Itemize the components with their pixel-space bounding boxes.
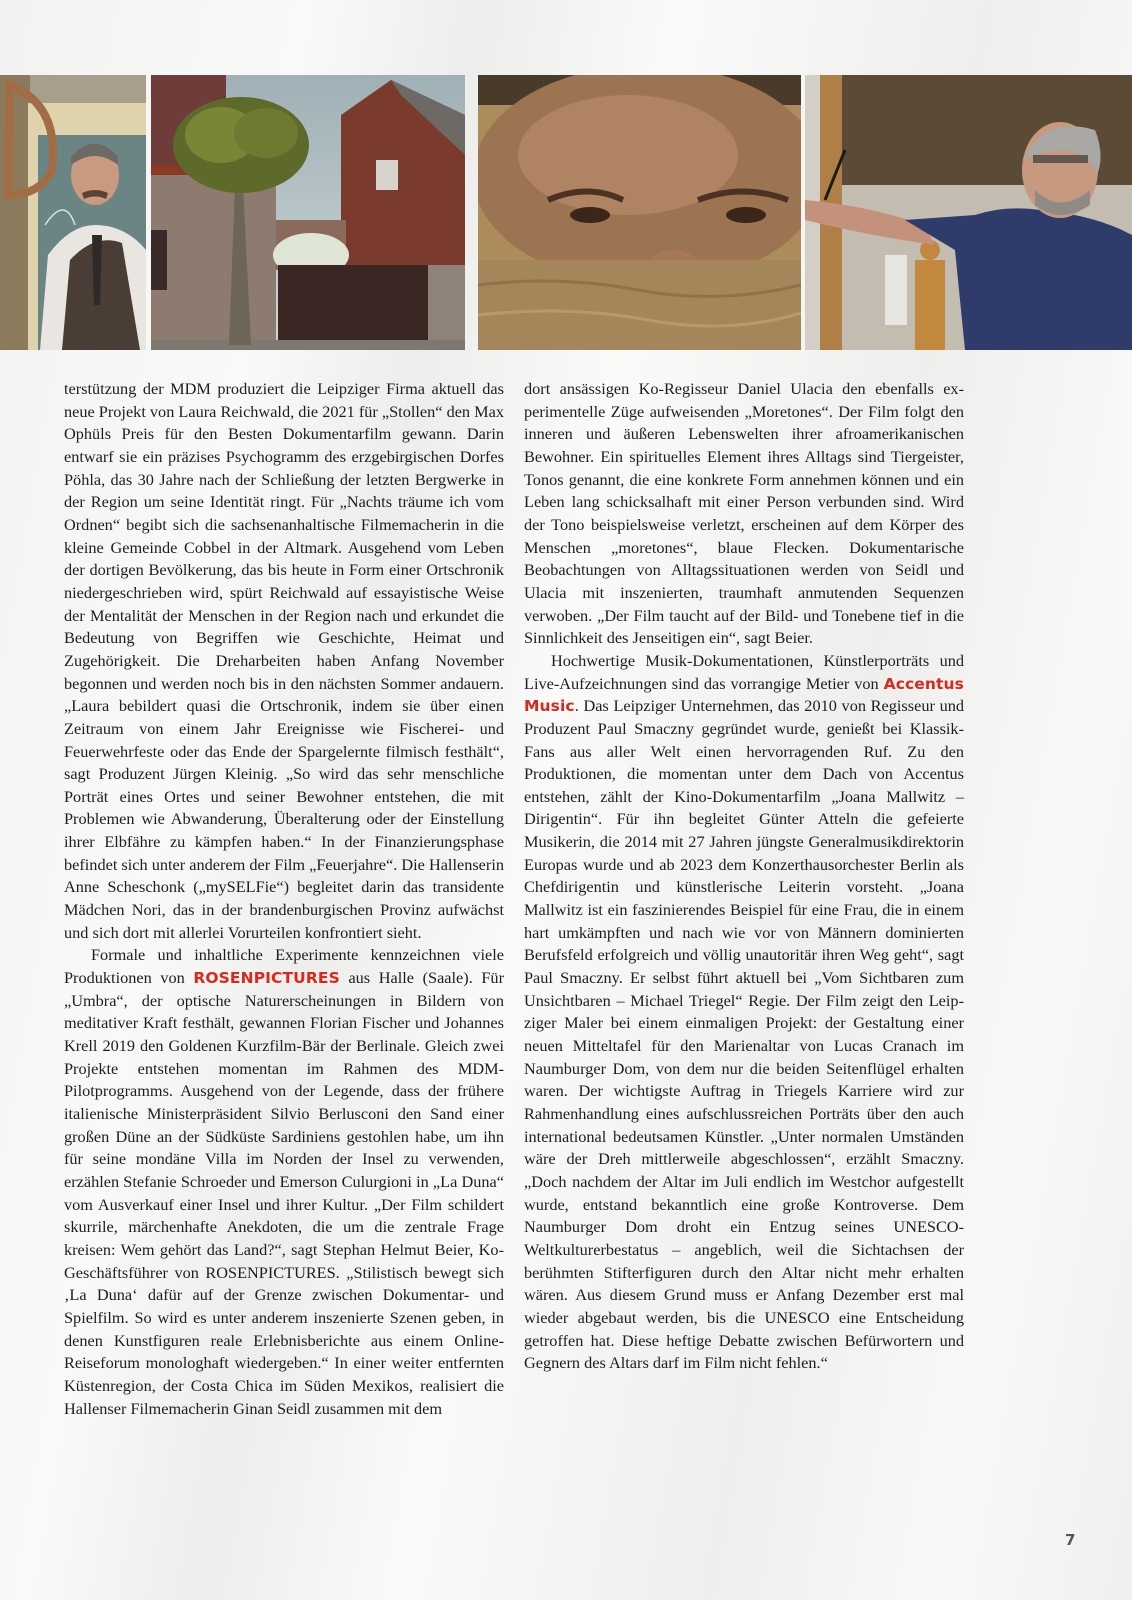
company-name-rosenpictures: ROSENPICTURES [193, 969, 340, 988]
paragraph-text: Formale und inhaltliche Experimente kennzeichnen viele Produktionen von [64, 945, 504, 988]
photo-teacher-at-chalkboard [0, 75, 146, 350]
company-name-accentus-music: Accentus Music [524, 674, 964, 716]
photo-strip [0, 75, 1132, 350]
paragraph-text: Hochwertige Musik-Dokumentationen, Künstlerporträts und Live-Aufzeichnungen sind das vorrangige Metier von [524, 650, 964, 693]
paragraph: terstützung der MDM produziert die Leipziger Firma aktuell das neue Projekt von Laura Reichwald, die 2021 für „Stollen“ den Max Ophüls Preis für den Besten Dokumentarfilm gewann. Darin entwarf sie ein präzises Psychogramm des erzgebirgischen Dorfes Pöhla, das 30 Jahre nach der Schließung der letzten Bergwerke in der Region um seine Identität ringt. Für „Nachts träume ich vom Ordnen“ begibt sich die sachsenanhaltische Filmemacherin in die kleine Gemeinde Cobbel in der Altmark. Ausgehend vom Leben der dortigen Bevölkerung, das bis heute in Form einer Ortschronik niedergeschrieben wird, spürt Reichwald auf essayistische Weise der Mentalität der Menschen in der Region nach und erkundet die Bedeutung von Begriffen wie Geschichte, Heimat und Zugehörigkeit. Die Dreharbeiten haben Anfang November begonnen und werden noch bis in den nächsten Sommer andauern. „Laura bebildert quasi die Ortschronik, indem sie über einen Zeitraum von einem Jahr Ereignisse wie Fischerei- und Feuerwehrfeste oder das Ende der Spargelernte filmisch festhält“, sagt Produzent Jürgen Kleinig. „So wird das sehr menschliche Porträt eines Ortes und seiner Bewohner entstehen, die mit Problemen wie Abwanderung, Überalterung oder der Einstellung ihrer Elbfähre zu kämpfen haben.“ In der Finanzierungsphase befindet sich unter anderem der Film „Feuerjahre“. Die Hallenserin Anne Scheschonk („mySELFie“) begleitet darin das transidente Mädchen Nori, das in der brandenburgischen Provinz aufwächst und sich dort mit allerlei Vorurteilen konfrontiert sieht. [64, 379, 504, 942]
photo-village-tree [151, 75, 465, 350]
paragraph-text: . Das Leipziger Unternehmen, das 2010 von Regisseur und Produzent Paul Smaczny gegründet wurde, genießt bei Klassik-Fans aus aller Welt einen hervorragenden Ruf. Zu den Produktionen, die momentan unter dem Dach von Accentus entstehen, zählt der Kino-Dokumentarfilm „Joana Mallwitz – Dirigentin“. Für ihn begleitet Günter Atteln die gefeierte Musikerin, die 2014 mit 27 Jahren jüngste Generalmusikdirektorin Europas wurde und ab 2023 dem Konzerthausorchester Berlin als Chefdirigentin und künstlerische Leiterin vorsteht. „Joana Mallwitz ist ein faszinierendes Beispiel für eine Frau, die in einem hart umkämpften und nach wie vor von Männern dominierten Berufsfeld erfolgreich und völlig unautoritär ihren Weg geht“, sagt Paul Smaczny. Er selbst führt aktuell bei „Vom Sichtbaren zum Unsichtbaren – Michael Triegel“ Regie. Der Film zeigt den Leipziger Maler bei einem einmaligen Projekt: der Gestaltung einer neuen Mitteltafel für den Marienaltar von Lucas Cranach im Naumburger Dom, von dem nur die beiden Seitenflügel erhalten waren. Der wichtigste Auftrag in Triegels Karriere wird zur Rahmenhandlung eines aufschlussreichen Porträts über den auch international bedeutsamen Künstler. „Unter normalen Umständen wäre der Dreh mittlerweile abgeschlossen“, erzählt Smaczny. „Doch nachdem der Altar im Juli endlich im Westchor aufgestellt wurde, entstand bekanntlich eine große Kontroverse. Dem Naumburger Dom droht ein Entzug seines UNESCO-Weltkulturerbestatus – angeblich, weil die Sichtachsen der berühmten Stifterfiguren durch den Altar nicht mehr erhalten wären. Aus diesem Grund muss er Anfang Dezember erst mal wieder abgebaut werden, bis die UNESCO eine Entscheidung getroffen hat. Diese heftige Debatte zwischen Befürwortern und Gegnern des Altars darf im Film nicht fehlen.“ [524, 696, 964, 1373]
photo-painter-image [805, 75, 1132, 350]
page-number: 7 [1065, 1531, 1076, 1549]
paragraph: dort ansässigen Ko-Regisseur Daniel Ulacia den ebenfalls experimentelle Züge aufweisenden „Moretones“. Der Film folgt den inneren und äußeren Lebenswelten ihrer afroamerikanischen Bewohner. Ein spirituelles Element ihres Alltags sind Tiergeister, Tonos genannt, die eine konkrete Form annehmen können und ein Leben lang schicksalhaft mit einer Person verbunden sind. Wird der Tono beispielsweise verletzt, erscheinen auf dem Körper des Menschen „moretones“, blaue Flecken. Dokumentarische Beobachtungen von Alltagssituationen werden von Seidl und Ulacia mit inszenierten, traumhaft anmutenden Sequenzen verwoben. „Der Film taucht auf der Bild- und Tonebene tief in die Sinnlichkeit des Jenseitigen ein“, sagt Beier. [524, 379, 964, 648]
photo-teacher-image [0, 75, 146, 350]
photo-face-in-water [478, 75, 801, 350]
article-column-left [64, 378, 504, 1420]
photo-face-image [478, 75, 801, 350]
paragraph [524, 650, 964, 1375]
article-column-right [524, 378, 964, 1375]
photo-painter-studio [805, 75, 1132, 350]
photo-village-image [151, 75, 465, 350]
paragraph-text: aus Halle (Saale). Für „Umbra“, der optische Naturerscheinungen in Bildern von meditativer Kraft festhält, gewannen Florian Fischer und Johannes Krell 2019 den Goldenen Kurzfilm-Bär der Berlinale. Gleich zwei Projekte entstehen momentan im Rahmen des MDM-Pilotprogramms. Ausgehend von der Legende, dass der frühere italienische Ministerpräsident Silvio Berlusconi den Sand einer großen Düne an der Südküste Sardiniens gestohlen habe, um ihn für seine mondäne Villa im Norden der Insel zu verwenden, erzählen Stefanie Schroeder und Emerson Culurgioni in „La Duna“ vom Ausverkauf einer Insel und ihrer Kultur. „Der Film schildert skurrile, märchenhafte Anekdoten, die um die zentrale Frage kreisen: Wem gehört das Land?“, sagt Stephan Helmut Beier, Ko-Geschäftsführer von ROSENPICTURES. „Stilistisch bewegt sich ‚La Duna‘ dafür auf der Grenze zwischen Dokumentar- und Spielfilm. So wird es unter anderem inszenierte Szenen geben, in denen Kunstfiguren reale Erlebnisberichte aus einem Online-Reiseforum monologhaft wiedergeben.“ In einer weiter entfernten Küstenregion, der Costa Chica im Süden Mexikos, realisiert die Hallenser Filmemacherin Ginan Seidl zusammen mit dem [64, 968, 504, 1418]
paragraph [64, 944, 504, 1420]
